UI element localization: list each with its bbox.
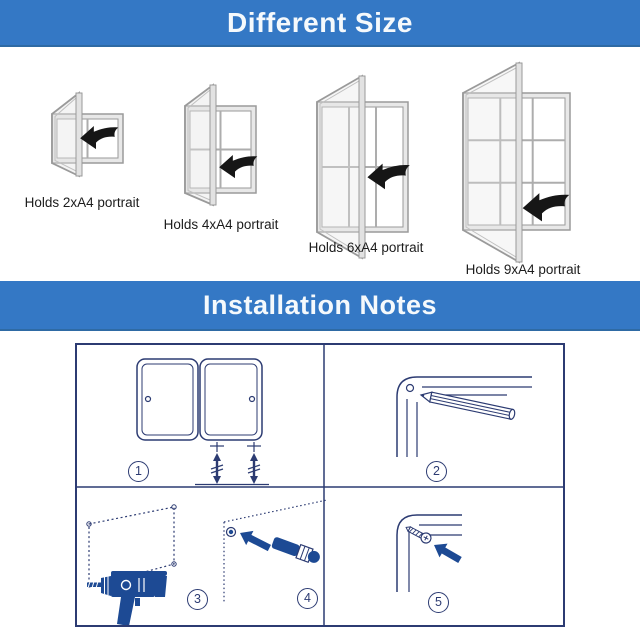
step-number-2-text: 2 [433,464,440,479]
door-front-edge [210,85,216,205]
notice-board-2xa4-figure [40,85,135,185]
step2-mark-holes-figure [397,377,532,457]
open-door [52,93,79,176]
size-label-4xa4: Holds 4xA4 portrait [163,217,279,232]
open-door [463,63,519,262]
open-door [317,76,362,258]
notice-board-9xa4-figure [450,55,580,275]
size-label-2xa4: Holds 2xA4 portrait [24,195,140,210]
step-number-1 [128,461,149,482]
open-door [185,85,213,205]
step5-fasten-screw-figure [397,515,464,592]
door-front-edge [76,93,82,176]
step3-drill-holes-figure [87,505,229,625]
fasten-arrow-icon [430,538,464,567]
different-size-title: Different Size [227,6,413,38]
step-number-4 [297,588,318,609]
step4-insert-anchor-figure [224,500,327,602]
step-number-4-text: 4 [304,591,311,606]
door-front-edge [359,76,365,258]
step-number-5 [428,592,449,613]
different-size-banner [0,0,640,47]
size-label-6xa4: Holds 6xA4 portrait [308,240,424,255]
size-label-9xa4: Holds 9xA4 portrait [465,262,581,277]
notice-board-6xa4-figure [305,68,420,263]
screw-icon [404,523,433,545]
notice-board-4xa4-figure [175,78,270,233]
installation-steps-panel [75,343,565,627]
door-front-edge [516,63,522,262]
step-number-2 [426,461,447,482]
step-number-5-text: 5 [435,595,442,610]
installation-notes-banner [0,281,640,331]
installation-notes-title: Installation Notes [202,289,438,320]
installation-line-art [77,345,563,625]
step-number-3-text: 3 [194,592,201,607]
insert-arrow-icon [236,526,273,555]
step-number-3 [187,589,208,610]
wall-anchor-icon [271,535,322,565]
step-number-1-text: 1 [135,464,142,479]
step1-align-boards-figure [137,359,269,485]
